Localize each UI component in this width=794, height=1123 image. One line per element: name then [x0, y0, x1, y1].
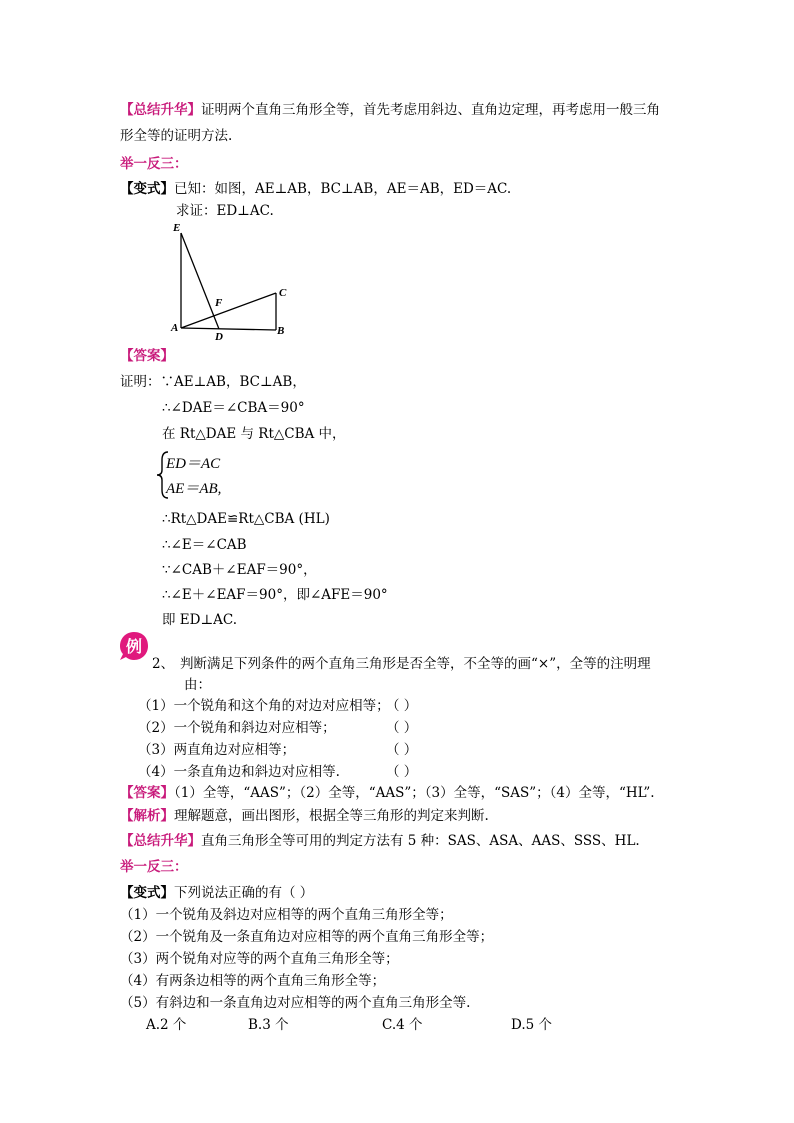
option-c: C.4 个	[382, 1017, 423, 1033]
label-d: D	[215, 331, 223, 343]
summary2-paragraph	[120, 832, 640, 850]
variant-prove: 求证：ED⊥AC.	[176, 203, 274, 219]
option-b: B.3 个	[248, 1017, 289, 1033]
variant2-item: （2）一个锐角及一条直角边对应相等的两个直角三角形全等；	[120, 929, 494, 945]
answer2-text: （1）全等，“AAS”；（2）全等，“AAS”；（3）全等，“SAS”；（4）全等，“HL”.	[174, 785, 655, 801]
variant2-question	[120, 884, 313, 902]
analysis-text: 理解题意，画出图形，根据全等三角形的判定来判断.	[174, 808, 489, 824]
answer2-tag: 【答案】	[120, 785, 174, 801]
variant2-question-text: 下列说法正确的有（ ）	[174, 885, 314, 901]
summary2-text: 直角三角形全等可用的判定方法有 5 种：SAS、ASA、AAS、SSS、HL.	[201, 833, 640, 849]
example-item-paren: （ ）	[386, 742, 418, 758]
example-badge-text: 例	[125, 637, 143, 656]
answer-tag: 【答案】	[120, 348, 174, 364]
segment-ac	[181, 293, 276, 328]
variant2-item: （1）一个锐角及斜边对应相等的两个直角三角形全等；	[120, 907, 453, 923]
example-prompt-line2: 由：	[184, 677, 211, 693]
label-b: B	[277, 325, 285, 337]
variant-given-text: 已知：如图，AE⊥AB，BC⊥AB，AE＝AB，ED＝AC.	[174, 181, 512, 197]
proof-line: ∴∠E＋∠EAF＝90°，即∠AFE＝90°	[162, 587, 388, 603]
example-prompt-line1: 判断满足下列条件的两个直角三角形是否全等，不全等的画“×”，全等的注明理	[180, 656, 651, 672]
label-f: F	[215, 297, 223, 309]
variant2-tag: 【变式】	[120, 885, 174, 901]
example-item: （1）一个锐角和这个角的对边对应相等；	[138, 698, 390, 714]
summary-tag: 【总结升华】	[120, 102, 201, 118]
proof-line: 即 ED⊥AC.	[162, 612, 238, 628]
example-item-paren: （ ）	[386, 720, 418, 736]
summary-text-line1: 证明两个直角三角形全等，首先考虑用斜边、直角边定理，再考虑用一般三角	[201, 102, 660, 118]
option-a: A.2 个	[146, 1017, 187, 1033]
label-a: A	[171, 322, 179, 334]
variant2-item: （3）两个锐角对应等的两个直角三角形全等；	[120, 951, 399, 967]
example-badge-icon	[119, 631, 149, 661]
system-eq-1: ED＝AC	[166, 456, 221, 472]
segment-ed	[181, 233, 219, 329]
segment-ab	[181, 328, 276, 330]
summary2-tag: 【总结升华】	[120, 833, 201, 849]
proof-line: ∴∠DAE＝∠CBA＝90°	[162, 400, 305, 416]
proof-line: 证明：∵AE⊥AB，BC⊥AB，	[120, 374, 306, 390]
summary-paragraph	[120, 101, 660, 119]
variant2-item: （4）有两条边相等的两个直角三角形全等；	[120, 973, 386, 989]
proof-line: ∴∠E＝∠CAB	[162, 537, 247, 553]
variant2-item: （5）有斜边和一条直角边对应相等的两个直角三角形全等.	[120, 995, 471, 1011]
label-e: E	[173, 222, 181, 234]
example-item: （4）一条直角边和斜边对应相等.	[138, 764, 340, 780]
example-item: （2）一个锐角和斜边对应相等；	[138, 720, 336, 736]
label-c: C	[279, 287, 287, 299]
example-item-paren: （ ）	[386, 698, 418, 714]
proof-line: 在 Rt△DAE 与 Rt△CBA 中，	[162, 426, 346, 442]
option-d: D.5 个	[511, 1017, 553, 1033]
answer2-paragraph	[120, 784, 655, 802]
system-eq-2: AE＝AB,	[166, 481, 222, 497]
analysis-tag: 【解析】	[120, 808, 174, 824]
summary-text-line2: 形全等的证明方法.	[120, 128, 233, 144]
proof-line: ∴Rt△DAE≌Rt△CBA (HL)	[162, 511, 330, 527]
variant-given	[120, 180, 511, 198]
variant-tag: 【变式】	[120, 181, 174, 197]
example-number: 2、	[152, 656, 175, 672]
example-item-paren: （ ）	[386, 764, 418, 780]
practice-heading-2: 举一反三：	[120, 859, 188, 875]
analysis-paragraph	[120, 807, 489, 825]
practice-heading: 举一反三：	[120, 156, 188, 172]
example-item: （3）两直角边对应相等；	[138, 742, 296, 758]
proof-line: ∵∠CAB＋∠EAF＝90°，	[162, 562, 317, 578]
